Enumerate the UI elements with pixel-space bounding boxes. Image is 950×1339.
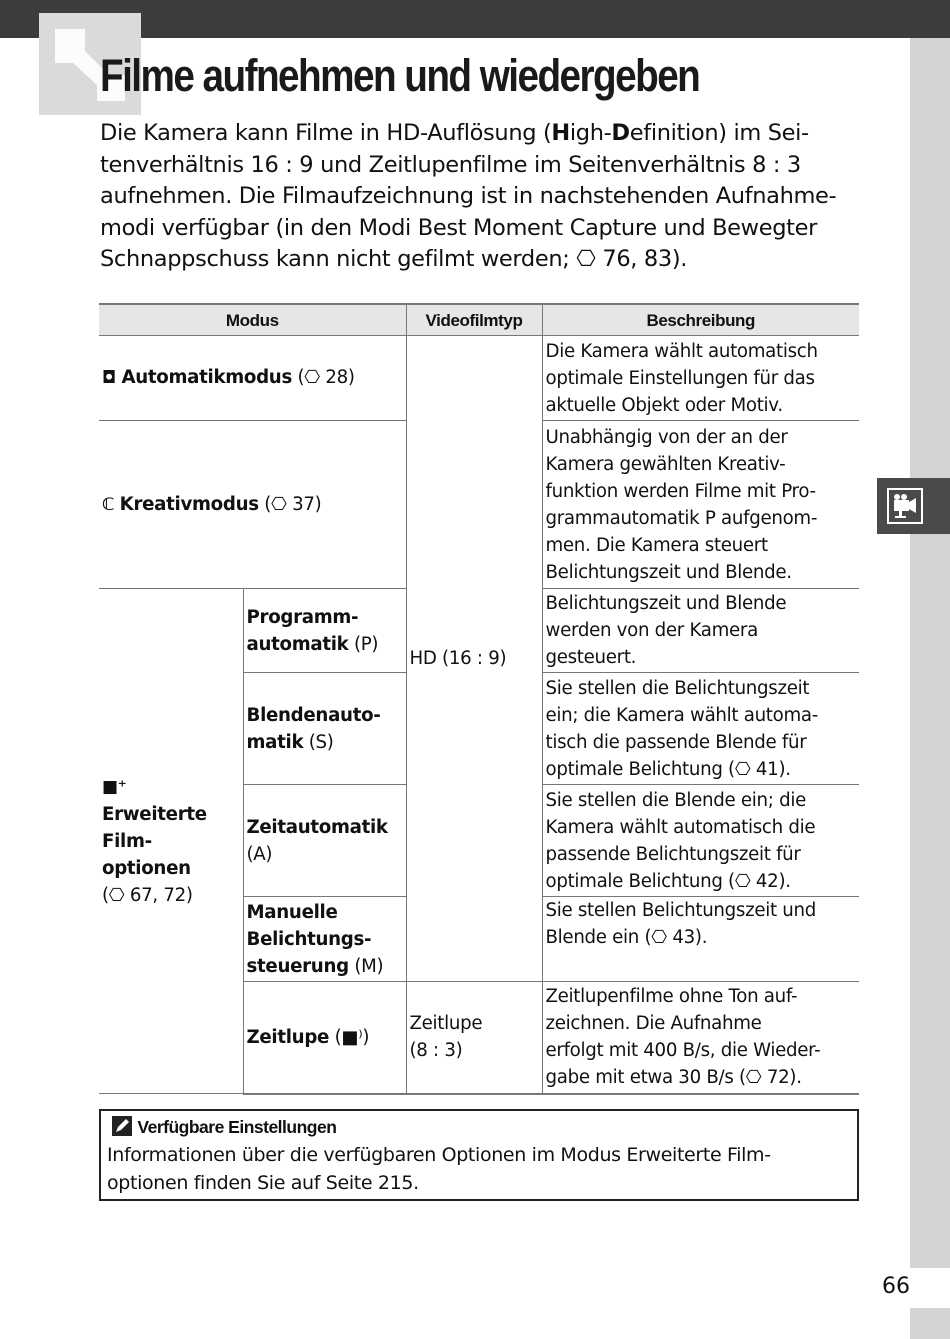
creative-mode-icon: ℂ <box>102 494 115 515</box>
type-cell-hd: HD (16 : 9) <box>406 336 542 982</box>
submode-cell-aperture: Zeitautomatik (A) <box>243 785 406 897</box>
camera-icon: ◘ <box>102 368 116 388</box>
desc-cell-manual: Sie stellen Belichtungszeit und Blende ein (⎔ 43). <box>542 897 859 982</box>
page-number: 66 <box>882 1274 910 1299</box>
header-modus: Modus <box>99 304 406 336</box>
desc-cell-aperture: Sie stellen die Blende ein; die Kamera wählt automatisch die passende Belichtungszeit für optimale Belichtung (⎔ 42). <box>542 785 859 897</box>
desc-cell-slowmo: Zeitlupenfilme ohne Ton auf- zeichnen. Die Aufnahme erfolgt mit 400 B/s, die Wieder- gabe mit etwa 30 B/s (⎔ 72). <box>542 982 859 1094</box>
side-bar-bottom <box>910 1308 950 1339</box>
intro-line: Schnappschuss kann nicht gefilmt werden; ⎔ 76, 83). <box>100 246 688 272</box>
submode-cell-shutter: Blendenauto- matik (S) <box>243 673 406 785</box>
page-title: Filme aufnehmen und wiedergeben <box>100 50 700 101</box>
advanced-movie-icon: ■⁺ <box>102 776 127 797</box>
mode-label: Kreativmodus <box>119 493 259 515</box>
note-body: Informationen über die verfügbaren Optionen im Modus Erweiterte Film- optionen finden Sie auf Seite 215. <box>107 1144 771 1194</box>
intro-line: tenverhältnis 16 : 9 und Zeitlupenfilme im Seitenverhältnis 8 : 3 <box>100 151 801 178</box>
desc-cell-program: Belichtungszeit und Blende werden von der Kamera gesteuert. <box>542 589 859 673</box>
submode-cell-manual: Manuelle Belichtungs- steuerung (M) <box>243 897 406 982</box>
desc-cell-creative: Unabhängig von der an der Kamera gewählten Kreativ- funktion werden Filme mit Pro- grammautomatik P aufgenom- men. Die Kamera steuert Belichtungszeit und Blende. <box>542 421 859 589</box>
type-cell-slowmo: Zeitlupe (8 : 3) <box>406 982 542 1094</box>
intro-line: aufnehmen. Die Filmaufzeichnung ist in nachstehenden Aufnahme- <box>100 183 837 209</box>
pencil-check-icon <box>111 1115 133 1137</box>
side-bar <box>910 38 950 1268</box>
submode-cell-program: Programm- automatik (P) <box>243 589 406 673</box>
mode-cell-auto <box>99 336 406 421</box>
page-ref: (⎔ 67, 72) <box>102 884 193 906</box>
mode-table <box>99 303 859 1095</box>
movie-camera-icon <box>887 488 923 524</box>
top-bar <box>0 0 950 38</box>
desc-cell-shutter: Sie stellen die Belichtungszeit ein; die Kamera wählt automa- tisch die passende Blende für optimale Belichtung (⎔ 41). <box>542 673 859 785</box>
intro-line: Die Kamera kann Filme in HD-Auflösung (High-Definition) im Sei- <box>100 120 809 146</box>
header-videofilmtyp: Videofilmtyp <box>406 304 542 336</box>
desc-cell-auto: Die Kamera wählt automatisch optimale Einstellungen für das aktuelle Objekt oder Motiv. <box>542 336 859 421</box>
table-header-row <box>99 304 859 336</box>
mode-cell-creative <box>99 421 406 589</box>
header-beschreibung: Beschreibung <box>542 304 859 336</box>
submode-cell-slowmo: Zeitlupe (■⁾) <box>243 982 406 1094</box>
page-ref: (⎔ 37) <box>264 493 322 515</box>
mode-cell-advanced: ■⁺ Erweiterte Film- optionen (⎔ 67, 72) <box>99 589 243 1094</box>
slow-motion-icon: (■⁾) <box>334 1026 370 1048</box>
page-ref: (⎔ 28) <box>297 367 355 388</box>
intro-paragraph <box>100 118 880 276</box>
note-box <box>99 1109 859 1201</box>
intro-line: modi verfügbar (in den Modi Best Moment Capture und Bewegter <box>100 214 817 241</box>
table-row <box>99 336 859 421</box>
note-title: Verfügbare Einstellungen <box>111 1114 336 1140</box>
chapter-tab[interactable] <box>877 478 950 534</box>
mode-label: Automatikmodus <box>121 367 292 388</box>
